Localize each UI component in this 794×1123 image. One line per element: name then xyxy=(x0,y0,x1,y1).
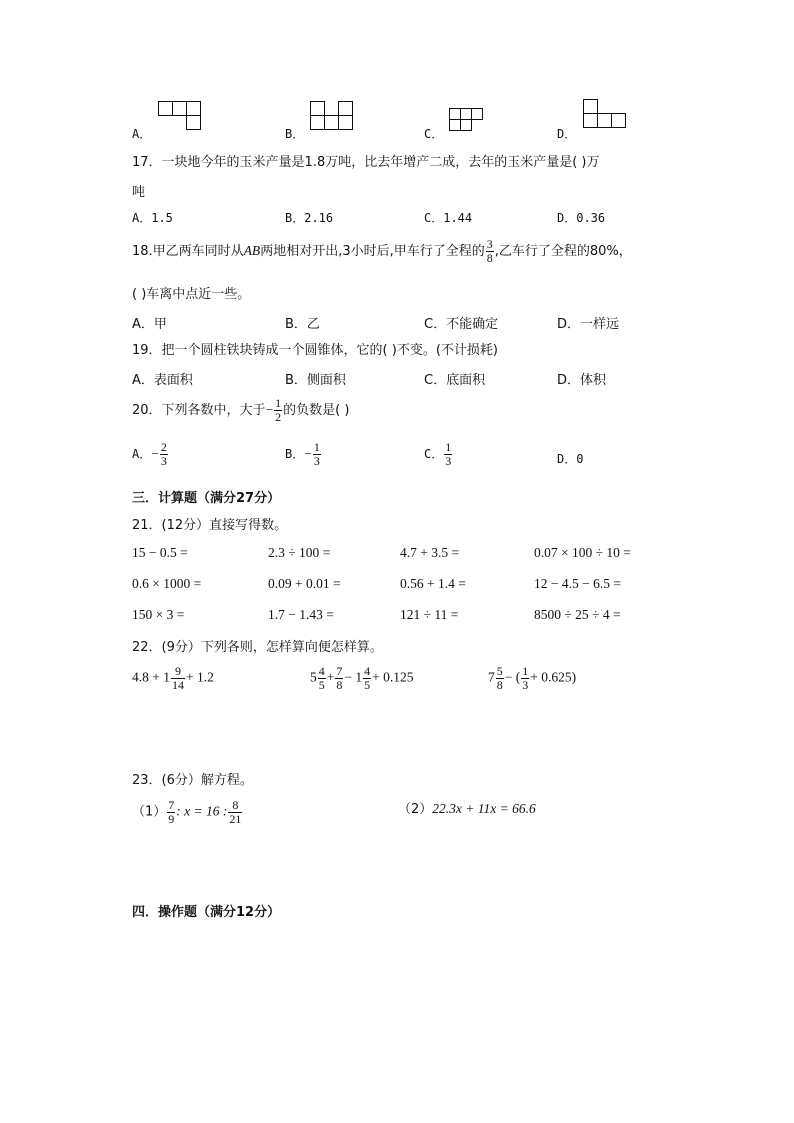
q16-option-b-label[interactable]: B． xyxy=(285,127,305,141)
q21-item-3-3: 121 ÷ 11 = xyxy=(400,607,459,622)
q19-option-a[interactable]: A．表面积 xyxy=(132,373,193,388)
q23-eq1-mid: : x = 16 : xyxy=(176,803,228,819)
q18-ab-label: AB xyxy=(243,243,261,258)
q20-option-a-den: 3 xyxy=(160,454,167,468)
q18-text-part2: 两地相对开出,3小时后,甲车行了全程的 xyxy=(260,244,485,259)
q18-question-line2: ( )车离中点近一些。 xyxy=(132,287,251,302)
q23-title: 23．(6分）解方程。 xyxy=(132,773,253,788)
q23-eq1-num2: 8 xyxy=(228,799,242,813)
q22-expression-2 xyxy=(310,665,414,692)
q23-eq1-fraction-1 xyxy=(167,799,175,826)
q20-option-a[interactable] xyxy=(132,441,169,468)
q23-eq2-label: （2） xyxy=(398,802,433,817)
q20-option-c[interactable] xyxy=(424,441,453,468)
q22-e2-num1: 4 xyxy=(318,664,325,678)
q18-fraction xyxy=(486,238,494,265)
q22-e2-fraction-2 xyxy=(335,665,343,692)
q22-e2-num3: 4 xyxy=(364,664,371,678)
q21-item-2-2: 0.09 + 0.01 = xyxy=(268,576,341,591)
q22-e1-part-b: + 1.2 xyxy=(186,669,214,685)
q19-question: 19．把一个圆柱铁块铸成一个圆锥体，它的( )不变。(不计损耗) xyxy=(132,343,498,358)
q20-option-c-den: 3 xyxy=(445,454,452,468)
q22-e3-part-b: + 0.625) xyxy=(530,669,577,685)
q21-item-3-1: 150 × 3 = xyxy=(132,607,185,622)
q21-item-1-1: 15 − 0.5 = xyxy=(132,545,188,560)
q20-option-a-sign: − xyxy=(151,446,159,461)
q16-option-d-net-diagram xyxy=(583,99,631,133)
q20-text-part2: 的负数是( ) xyxy=(283,403,350,418)
q21-item-2-3: 0.56 + 1.4 = xyxy=(400,576,466,591)
q18-option-d[interactable]: D．一样远 xyxy=(557,317,620,332)
q21-item-1-3: 4.7 + 3.5 = xyxy=(400,545,460,560)
q20-text-part1: 20．下列各数中，大于 xyxy=(132,403,266,418)
q20-option-c-label: C． xyxy=(424,447,444,461)
q16-option-a-label[interactable]: A． xyxy=(132,127,152,141)
q22-e3-num1: 5 xyxy=(496,664,503,678)
q19-option-c[interactable]: C．底面积 xyxy=(424,373,486,388)
q22-e3-fraction-2 xyxy=(521,665,529,692)
q21-item-1-2: 2.3 ÷ 100 = xyxy=(268,545,331,560)
q21-item-3-4: 8500 ÷ 25 ÷ 4 = xyxy=(534,607,621,622)
q18-option-a[interactable]: A．甲 xyxy=(132,317,167,332)
q22-e3-num2: 1 xyxy=(522,664,529,678)
q20-option-c-fraction xyxy=(444,441,452,468)
q22-e2-plus: + xyxy=(326,669,335,685)
q23-equation-2 xyxy=(398,798,536,817)
q20-option-d[interactable]: D．0 xyxy=(557,452,584,466)
q18-option-c[interactable]: C．不能确定 xyxy=(424,317,499,332)
q22-e2-fraction-1 xyxy=(318,665,326,692)
q22-expression-3 xyxy=(488,665,576,692)
q19-option-b[interactable]: B．侧面积 xyxy=(285,373,346,388)
section3-title: 三．计算题（满分27分） xyxy=(132,491,281,506)
q21-item-1-4: 0.07 × 100 ÷ 10 = xyxy=(534,545,631,560)
q18-text-part1: 18.甲乙两车同时从 xyxy=(132,244,244,259)
q20-question xyxy=(132,397,349,424)
q22-e2-den3: 5 xyxy=(364,678,371,692)
q17-option-d[interactable]: D．0.36 xyxy=(557,211,606,225)
q21-item-2-4: 12 − 4.5 − 6.5 = xyxy=(534,576,621,591)
q23-eq1-fraction-2 xyxy=(228,799,242,826)
q20-option-a-num: 2 xyxy=(160,440,167,454)
q16-option-b-net-diagram xyxy=(310,101,356,133)
q22-e2-den2: 8 xyxy=(336,678,343,692)
q23-equation-1 xyxy=(132,799,243,826)
q22-e1-den: 14 xyxy=(172,678,184,692)
q20-option-b-fraction xyxy=(313,441,321,468)
q23-eq1-num1: 7 xyxy=(168,798,175,812)
q20-option-c-num: 1 xyxy=(445,440,452,454)
q17-text-line1: 17．一块地今年的玉米产量是1.8万吨，比去年增产二成，去年的玉米产量是( )万 xyxy=(132,155,600,170)
q18-text-part3: ,乙车行了全程的80%， xyxy=(494,244,632,259)
q20-option-b-den: 3 xyxy=(313,454,320,468)
q22-e3-den2: 3 xyxy=(522,678,529,692)
q17-option-a[interactable]: A．1.5 xyxy=(132,211,173,225)
section4-title: 四．操作题（满分12分） xyxy=(132,905,281,920)
q18-frac-num: 3 xyxy=(486,237,493,251)
q23-eq1-den2: 21 xyxy=(229,812,242,826)
q22-expression-1 xyxy=(132,665,214,692)
q20-frac-den: 2 xyxy=(275,410,282,424)
q21-title: 21．(12分）直接写得数。 xyxy=(132,518,288,533)
q18-option-b[interactable]: B．乙 xyxy=(285,317,320,332)
q22-e2-den1: 5 xyxy=(318,678,325,692)
q20-minus-sign: − xyxy=(265,402,274,417)
q16-option-a-net-diagram xyxy=(158,101,204,133)
q21-item-3-2: 1.7 − 1.43 = xyxy=(268,607,334,622)
q22-e2-num2: 7 xyxy=(336,664,343,678)
q20-option-a-label: A． xyxy=(132,447,152,461)
q20-option-b-label: B． xyxy=(285,447,305,461)
q23-eq1-den1: 9 xyxy=(168,812,175,826)
q22-e1-num: 9 xyxy=(171,665,185,679)
q22-e2-minus: − 1 xyxy=(344,669,363,685)
q22-e1-fraction xyxy=(171,665,185,692)
q22-e2-part-a: 5 xyxy=(310,669,317,685)
q20-option-a-fraction xyxy=(160,441,168,468)
q23-eq1-label: （1） xyxy=(132,804,167,820)
q22-e3-mid: − ( xyxy=(504,669,521,685)
q22-e3-part-a: 7 xyxy=(488,669,495,685)
q17-option-c[interactable]: C．1.44 xyxy=(424,211,473,225)
q20-option-b-sign: − xyxy=(304,446,312,461)
q22-e2-part-b: + 0.125 xyxy=(372,669,414,685)
q23-eq2-expression: 22.3x + 11x = 66.6 xyxy=(432,801,536,816)
q17-option-b[interactable]: B．2.16 xyxy=(285,211,334,225)
q19-option-d[interactable]: D．体积 xyxy=(557,373,607,388)
q16-option-d-label[interactable]: D． xyxy=(557,127,577,141)
q17-text-line2: 吨 xyxy=(132,185,146,200)
q21-item-2-1: 0.6 × 1000 = xyxy=(132,576,202,591)
q16-option-c-net-diagram xyxy=(449,108,489,133)
q18-question-line1 xyxy=(132,238,632,265)
q22-e1-part-a: 4.8 + 1 xyxy=(132,669,170,685)
q16-option-c-label[interactable]: C． xyxy=(424,127,444,141)
q22-title: 22．(9分）下列各则，怎样算向便怎样算。 xyxy=(132,640,383,655)
q22-e3-den1: 8 xyxy=(496,678,503,692)
q20-frac-num: 1 xyxy=(275,396,282,410)
q22-e2-fraction-3 xyxy=(363,665,371,692)
q20-option-b[interactable] xyxy=(285,441,322,468)
q20-option-b-num: 1 xyxy=(313,440,320,454)
q18-frac-den: 8 xyxy=(486,251,493,265)
q22-e3-fraction-1 xyxy=(496,665,504,692)
q20-fraction xyxy=(274,397,282,424)
